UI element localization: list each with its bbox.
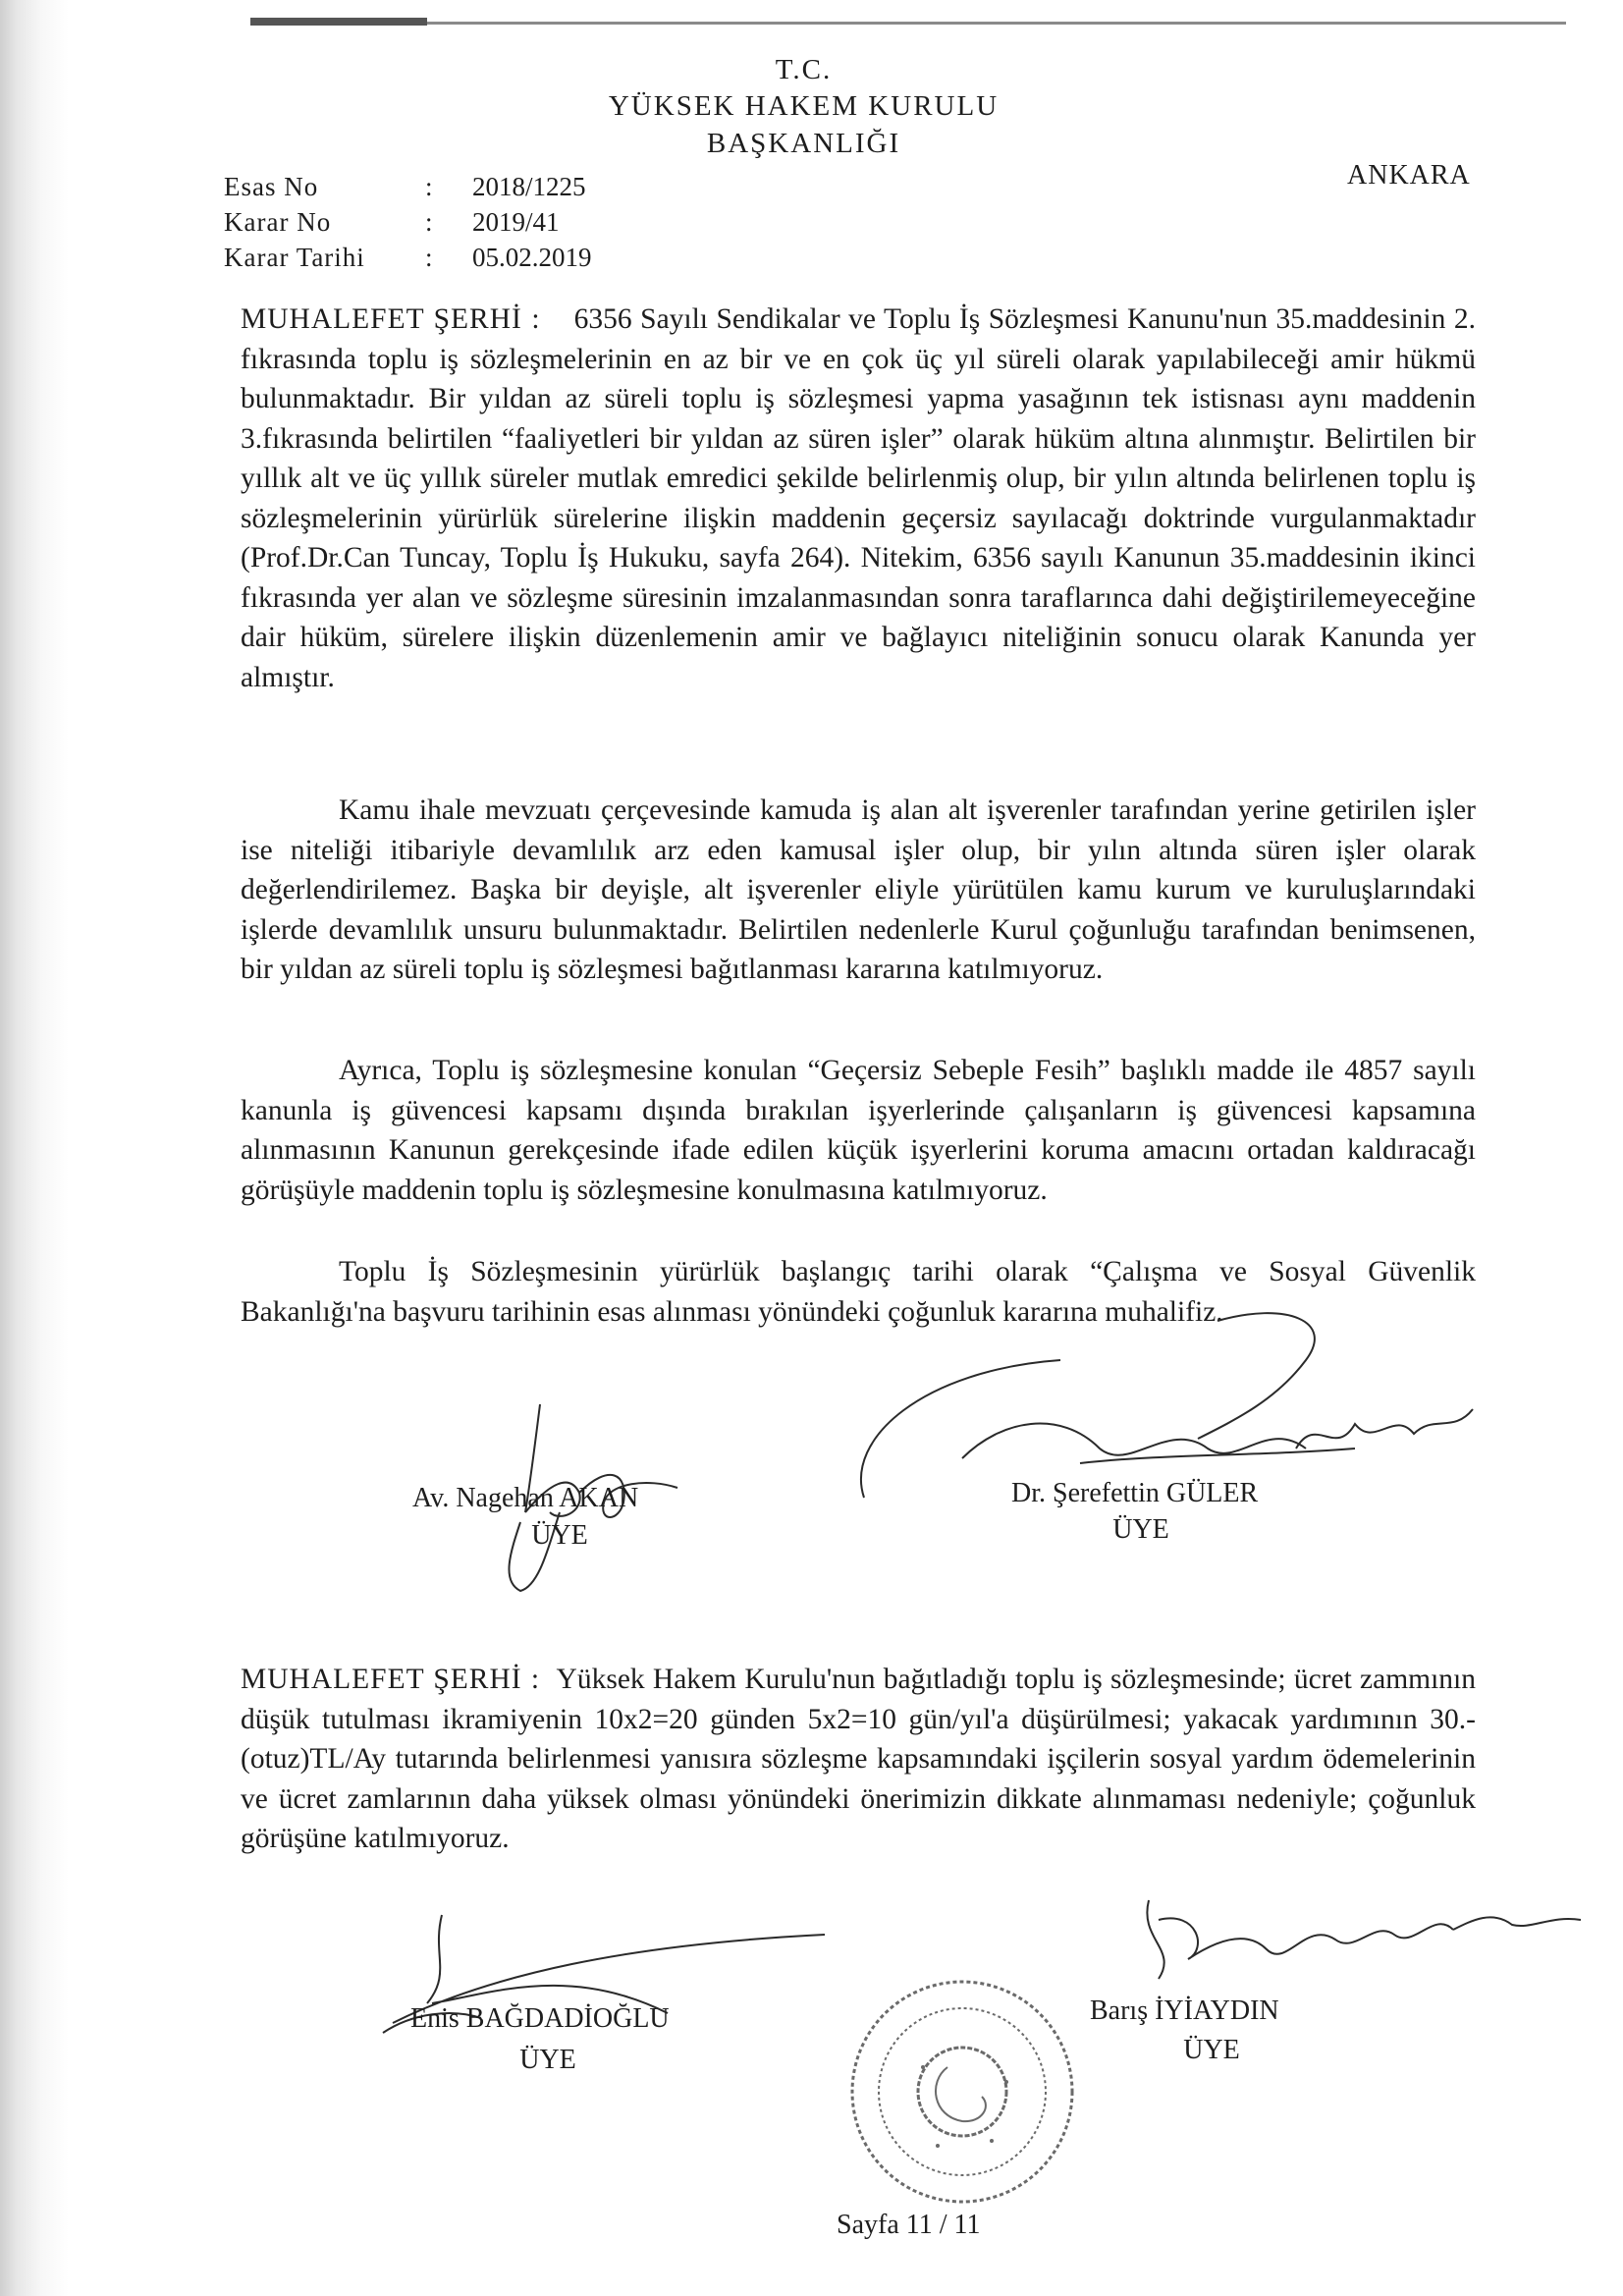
dissent2-text: Yüksek Hakem Kurulu'nun bağıtladığı toplu iş sözleşmesinde; ücret zammının düşük tutulması ikramiyenin 10x2=20 günden 5x2=10 gün/yıl'a düşürülmesi; yakacak yardımının 30.-(otuz)TL/Ay tutarında belirlenmesi yanısıra sözleşme kapsamındaki işçilerin sosyal yardım ödemelerinin ve ücret zamlarının daha yüksek olması yönündeki önerimizin dikkate alınmaması nedeniyle; çoğunluk görüşüne katılmıyoruz. bbox=[241, 1664, 1476, 1854]
meta-karar-row bbox=[224, 207, 560, 238]
meta-tarih-label: Karar Tarihi bbox=[224, 243, 365, 272]
institution-heading-line1: YÜKSEK HAKEM KURULU bbox=[608, 90, 1000, 122]
top-scan-line bbox=[250, 22, 1566, 25]
institution-heading-line2: BAŞKANLIĞI bbox=[706, 128, 901, 159]
meta-esas-label: Esas No bbox=[224, 172, 319, 201]
meta-tarih-value: 05.02.2019 bbox=[472, 243, 592, 272]
signature-role-bagdadioglu: ÜYE bbox=[519, 2045, 576, 2075]
dissent2-paragraph bbox=[241, 1660, 1476, 1859]
meta-esas-value: 2018/1225 bbox=[472, 172, 586, 201]
dissent1-paragraph-3: Ayrıca, Toplu iş sözleşmesine konulan “Geçersiz Sebeple Fesih” başlıklı madde ile 4857 sayılı kanunla iş güvencesi kapsamı dışında bırakılan işyerlerinde çalışanların iş güvencesi kapsamına alınmasının Kanunun gerekçesinde ifade edilen küçük işyerlerini koruma amacını ortadan kaldıracağı görüşüyle maddenin toplu iş sözleşmesine konulmasına katılmıyoruz. bbox=[241, 1055, 1476, 1206]
meta-separator: : bbox=[425, 172, 433, 201]
meta-karar-label: Karar No bbox=[224, 207, 332, 237]
signature-name-guler: Dr. Şerefettin GÜLER bbox=[1011, 1478, 1259, 1508]
dissent1-paragraph-1 bbox=[241, 300, 1476, 697]
meta-tarih-row bbox=[224, 243, 592, 273]
dissent2-label: MUHALEFET ŞERHİ : bbox=[241, 1664, 541, 1695]
scan-shadow-edge bbox=[0, 0, 69, 2296]
republic-heading: T.C. bbox=[775, 54, 833, 85]
signature-role-iyiaydin: ÜYE bbox=[1183, 2035, 1240, 2065]
signature-name-akan: Av. Nagehan AKAN bbox=[412, 1483, 639, 1513]
signature-iyiaydin-scribble bbox=[1119, 1881, 1591, 1998]
official-seal-stamp bbox=[844, 1974, 1080, 2210]
meta-karar-value: 2019/41 bbox=[472, 207, 560, 237]
meta-separator: : bbox=[425, 243, 433, 272]
signature-role-guler: ÜYE bbox=[1112, 1514, 1169, 1545]
dissent1-paragraph-2: Kamu ihale mevzuatı çerçevesinde kamuda iş alan alt işverenler tarafından yerine getirilen işler ise niteliği itibariyle devamlılık arz eden kamusal işler olup, bir yılın altında süren işler olarak değerlendirilemez. Başka bir deyişle, alt işverenler eliyle yürütülen kamu kurum ve kuruluşlarındaki işlerde devamlılık unsuru bulunmaktadır. Belirtilen nedenlerle Kurul çoğunluğu tarafından benimsenen, bir yıldan az süreli toplu iş sözleşmesi bağıtlanması kararına katılmıyoruz. bbox=[241, 794, 1476, 985]
meta-separator: : bbox=[425, 207, 433, 237]
city-label: ANKARA bbox=[1347, 160, 1471, 191]
dissent1-label: MUHALEFET ŞERHİ : bbox=[241, 303, 541, 335]
signature-name-iyiaydin: Barış İYİAYDIN bbox=[1090, 1995, 1279, 2026]
dissent1-paragraph-4: Toplu İş Sözleşmesinin yürürlük başlangıç tarihi olarak “Çalışma ve Sosyal Güvenlik Bakanlığı'na başvuru tarihinin esas alınması yönündeki çoğunluk kararına muhalifiz. bbox=[241, 1256, 1476, 1328]
top-scan-line-thick bbox=[250, 18, 427, 26]
page-number: Sayfa 11 / 11 bbox=[837, 2210, 981, 2240]
dissent1-paragraph-1-text: 6356 Sayılı Sendikalar ve Toplu İş Sözleşmesi Kanunu'nun 35.maddesinin 2. fıkrasında toplu iş sözleşmelerinin en az bir ve en çok üç yıl süreli olarak yapılabileceği amir hükmü bulunmaktadır. Bir yıldan az süreli toplu iş sözleşmesi yapma yasağının tek istisnası aynı maddenin 3.fıkrasında belirtilen “faaliyetleri bir yıldan az süren işler” olarak hüküm altına alınmıştır. Belirtilen bir yıllık alt ve üç yıllık süreler mutlak emredici şekilde belirlenmiş olup, bir yılın altında belirlenen toplu iş sözleşmelerinin yürürlük sürelerine ilişkin maddenin geçersiz sayılacağı doktrinde vurgulanmaktadır (Prof.Dr.Can Tuncay, Toplu İş Hukuku, sayfa 264). Nitekim, 6356 sayılı Kanunun 35.maddesinin ikinci fıkrasında yer alan ve sözleşme süresinin imzalanmasından sonra taraflarınca dahi değiştirilemeyeceğine dair hüküm, sürelere ilişkin düzenlemenin amir ve bağlayıcı niteliğinin sonucu olarak Kanunda yer almıştır. bbox=[241, 303, 1477, 693]
signature-role-akan: ÜYE bbox=[531, 1520, 588, 1551]
meta-esas-row bbox=[224, 172, 586, 202]
signature-name-bagdadioglu: Enis BAĞDADİOĞLU bbox=[410, 2003, 670, 2034]
